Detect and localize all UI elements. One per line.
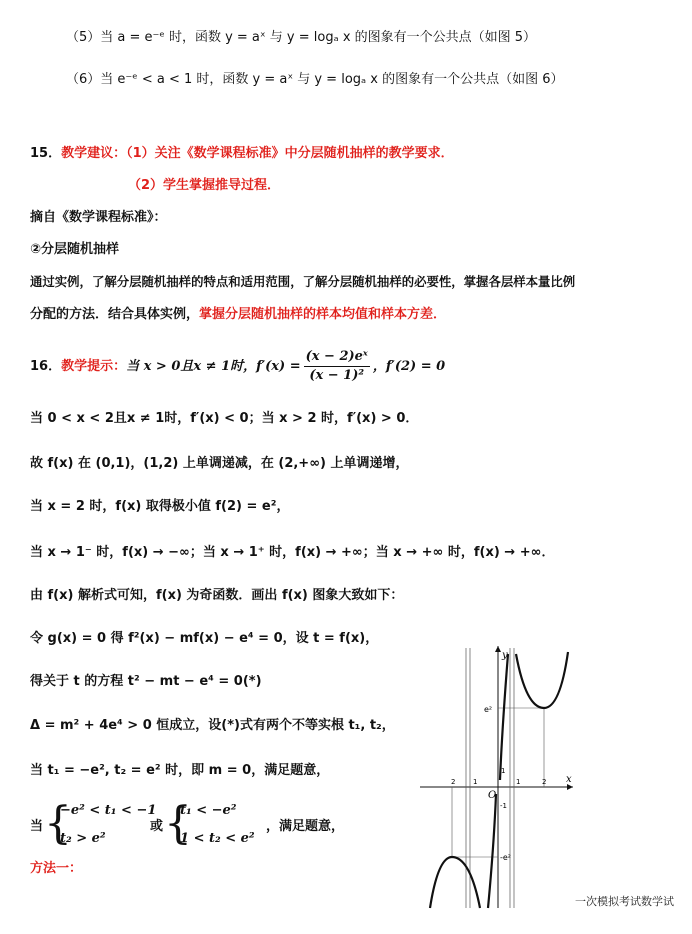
minimum-line: 当 x = 2 时，f(x) 取得极小值 f(2) = e²， — [30, 499, 290, 514]
tick-neg1: 1 — [473, 778, 478, 786]
t1-line: 当 t₁ = −e², t₂ = e² 时，即 m = 0，满足题意， — [30, 763, 330, 778]
line-case6: （6）当 e⁻ᵉ < a < 1 时，函数 y = aˣ 与 y = logₐ x 的图象有一个公共点（如图 6） — [66, 72, 564, 87]
case-or: 或 — [150, 819, 164, 834]
paragraph-highlight: 掌握分层随机抽样的样本均值和样本方差． — [199, 307, 447, 322]
case1-upper: −e² < t₁ < −1 — [60, 803, 157, 818]
y-neg-one-label: -1 — [500, 802, 507, 810]
q15-number: 15． — [30, 146, 62, 161]
tick-neg2: 2 — [451, 778, 456, 786]
tick-pos2: 2 — [542, 778, 547, 786]
fraction-denominator: (x − 1)² — [309, 368, 365, 383]
function-graph — [418, 640, 578, 910]
y-one-label: 1 — [501, 767, 506, 775]
origin-label: O — [488, 790, 497, 801]
tick-pos1: 1 — [516, 778, 521, 786]
e2-label: e² — [484, 705, 493, 714]
curve-left-upper — [488, 794, 496, 908]
page-footer: 一次模拟考试数学试 — [575, 895, 674, 908]
q16-label: 教学提示： — [61, 359, 127, 374]
method-one: 方法一： — [30, 861, 83, 876]
paragraph-line1: 通过实例，了解分层随机抽样的特点和适用范围，了解分层随机抽样的必要性，掌握各层样本量比例 — [30, 274, 576, 289]
curve-left-lower — [430, 857, 480, 908]
case-brace-right: { — [164, 798, 192, 849]
limits-line: 当 x → 1⁻ 时，f(x) → −∞；当 x → 1⁺ 时，f(x) → +∞；当 x → +∞ 时，f(x) → +∞． — [30, 545, 555, 560]
paragraph-line2 — [30, 306, 446, 324]
case2-upper: t₁ < −e² — [180, 803, 237, 818]
t-equation-line: 得关于 t 的方程 t² − mt − e⁴ = 0(*) — [30, 674, 262, 689]
q16-derivative: 当 x > 0且x ≠ 1时，f′(x) = — [126, 359, 301, 374]
q15-point2: （2）学生掌握推导过程． — [128, 178, 281, 193]
case1-lower: t₂ > e² — [60, 831, 106, 846]
case-brace-left: { — [44, 798, 72, 849]
neg-e2-label: -e² — [500, 853, 512, 862]
delta-line: Δ = m² + 4e⁴ > 0 恒成立，设(*)式有两个不等实根 t₁, t₂， — [30, 718, 395, 733]
q16-heading — [30, 348, 445, 385]
case-when: 当 — [30, 819, 44, 834]
case2-lower: 1 < t₂ < e² — [180, 831, 255, 846]
g-zero-line: 令 g(x) = 0 得 f²(x) − mf(x) − e⁴ = 0，设 t = f(x)， — [30, 631, 379, 646]
q16-number: 16． — [30, 359, 62, 374]
y-axis-arrow — [495, 646, 501, 652]
derivative-fraction — [304, 348, 370, 385]
paragraph-text: 分配的方法．结合具体实例， — [30, 307, 200, 322]
line-case5: （5）当 a = e⁻ᵉ 时，函数 y = aˣ 与 y = logₐ x 的图象有一个公共点（如图 5） — [66, 30, 537, 45]
odd-function-line: 由 f(x) 解析式可知，f(x) 为奇函数．画出 f(x) 图象大致如下： — [30, 588, 404, 603]
case-tail: ，满足题意， — [266, 819, 345, 834]
monotonic-line2: 故 f(x) 在 (0,1)，(1,2) 上单调递减，在 (2,+∞) 上单调递增， — [30, 456, 409, 471]
monotonic-line1: 当 0 < x < 2且x ≠ 1时，f′(x) < 0；当 x > 2 时，f′(x) > 0． — [30, 411, 419, 426]
curve-right-upper — [516, 652, 568, 708]
x-axis-label: x — [566, 774, 572, 785]
section-title: ②分层随机抽样 — [30, 242, 120, 257]
cases-block — [30, 798, 345, 854]
curve-right-lower — [500, 654, 508, 780]
excerpt-title: 摘自《数学课程标准》： — [30, 210, 167, 225]
q16-tail: ，f′(2) = 0 — [372, 359, 446, 374]
fraction-numerator: (x − 2)eˣ — [304, 348, 370, 367]
y-axis-label: y — [502, 650, 508, 661]
q15-suggestion: 教学建议：（1）关注《数学课程标准》中分层随机抽样的教学要求． — [61, 146, 454, 161]
q15-heading — [30, 145, 454, 163]
